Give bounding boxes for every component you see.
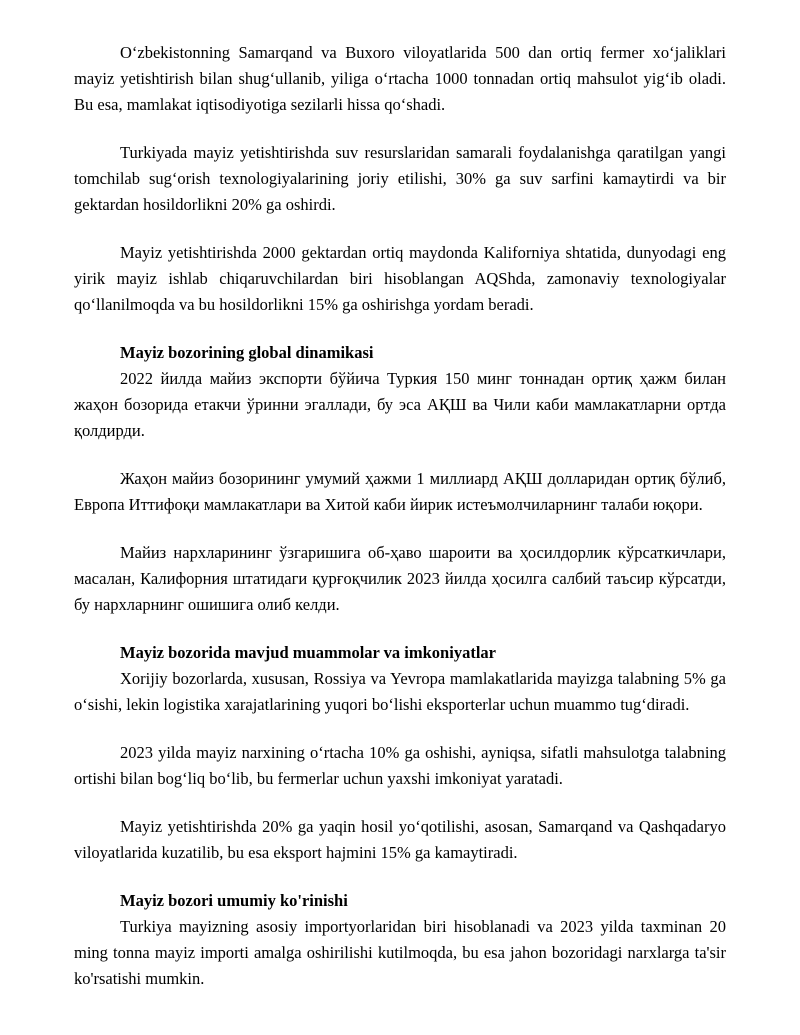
paragraph: 2023 yilda mayiz narxining o‘rtacha 10% ga oshishi, ayniqsa, sifatli mahsulotga talabning ortishi bilan bog‘liq bo‘lib, bu fermerlar uchun yaxshi imkoniyat yaratadi. xyxy=(74,743,726,788)
paragraph: Mayiz yetishtirishda 20% ga yaqin hosil yo‘qotilishi, asosan, Samarqand va Qashqadaryo viloyatlarida kuzatilib, bu esa eksport hajmini 15% ga kamaytiradi. xyxy=(74,817,726,862)
paragraph: 2022 йилда майиз экспорти бўйича Туркия 150 минг тоннадан ортиқ ҳажм билан жаҳон бозорида етакчи ўринни эгаллади, бу эса АҚШ ва Чили каби мамлакатларни ортда қолдирди. xyxy=(74,369,726,440)
paragraph: Mayiz yetishtirishda 2000 gektardan ortiq maydonda Kaliforniya shtatida, dunyodagi eng yirik mayiz ishlab chiqaruvchilardan biri hisoblangan AQShda, zamonaviy texnologiyalar qo‘llanilmoqda va bu hosildorlikni 15% ga oshirishga yordam beradi. xyxy=(74,243,726,314)
section-heading: Mayiz bozorining global dinamikasi xyxy=(120,343,374,362)
paragraph: Майиз нархларининг ўзгаришига об-ҳаво шароити ва ҳосилдорлик кўрсаткичлари, масалан, Калифорния штатидаги қурғоқчилик 2023 йилда ҳосилга салбий таъсир кўрсатди, бу нархларнинг ошишига олиб келди. xyxy=(74,543,726,614)
paragraph: Turkiyada mayiz yetishtirishda suv resurslaridan samarali foydalanishga qaratilgan yangi tomchilab sug‘orish texnologiyalarining joriy etilishi, 30% ga suv sarfini kamaytirdi va bir gektardan hosildorlikni 20% ga oshirdi. xyxy=(74,143,726,214)
paragraph: Жаҳон майиз бозорининг умумий ҳажми 1 миллиард АҚШ долларидан ортиқ бўлиб, Европа Иттифоқи мамлакатлари ва Хитой каби йирик истеъмолчиларнинг талаби юқори. xyxy=(74,469,726,514)
paragraph: Xorijiy bozorlarda, xususan, Rossiya va Yevropa mamlakatlarida mayizga talabning 5% ga o‘sishi, lekin logistika xarajatlarining yuqori bo‘lishi eksporterlar uchun muammo tug‘diradi. xyxy=(74,669,726,714)
document-page xyxy=(74,40,726,1014)
section-heading: Mayiz bozorida mavjud muammolar va imkoniyatlar xyxy=(120,643,496,662)
section-heading: Mayiz bozori umumiy ko'rinishi xyxy=(120,891,348,910)
paragraph: Turkiya mayizning asosiy importyorlaridan biri hisoblanadi va 2023 yilda taxminan 20 ming tonna mayiz importi amalga oshirilishi kutilmoqda, bu esa jahon bozoridagi narxlarga ta'sir ko'rsatishi mumkin. xyxy=(74,917,726,988)
paragraph: O‘zbekistonning Samarqand va Buxoro viloyatlarida 500 dan ortiq fermer xo‘jaliklari mayiz yetishtirish bilan shug‘ullanib, yiliga o‘rtacha 1000 tonnadan ortiq mahsulot yig‘ib oladi. Bu esa, mamlakat iqtisodiyotiga sezilarli hissa qo‘shadi. xyxy=(74,43,726,114)
